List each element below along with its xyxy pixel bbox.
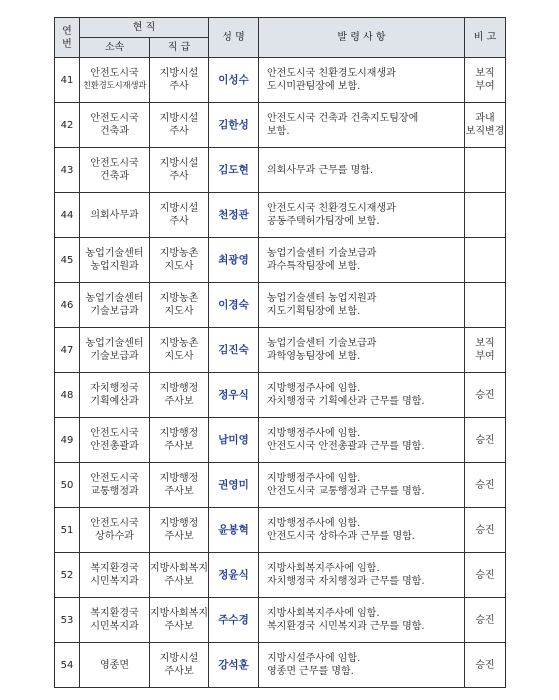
dept-cell-line: 시민복지과 (90, 576, 139, 587)
dept-cell-line: 안전도시국 (90, 428, 139, 439)
header-no-line: 연 (62, 25, 72, 37)
dept-cell (80, 328, 150, 373)
order-cell (259, 418, 465, 463)
note-cell (465, 598, 506, 643)
dept-cell (80, 238, 150, 283)
name-cell: 권영미 (209, 463, 259, 508)
dept-cell (80, 103, 150, 148)
dept-cell-line: 자치행정국 (90, 383, 139, 394)
rank-cell (150, 148, 209, 193)
rank-cell-line: 지방시설 (159, 113, 199, 124)
order-cell-line: 자치행정국 기획예산과 근무를 명함. (267, 396, 425, 407)
note-cell-line: 승진 (475, 569, 495, 581)
appointment-table (54, 17, 506, 688)
order-cell-line: 농업기술센터 기술보급과 (267, 338, 377, 349)
dept-cell-line: 의회사무과 (90, 209, 139, 221)
table-header (55, 18, 506, 58)
table-row (55, 373, 506, 418)
row-number: 44 (55, 193, 80, 238)
note-cell-line: 승진 (475, 659, 495, 671)
row-number: 46 (55, 283, 80, 328)
header-note: 비 고 (465, 18, 506, 58)
dept-cell-line: 교통행정과 (90, 486, 139, 497)
order-cell (259, 373, 465, 418)
row-number: 45 (55, 238, 80, 283)
row-number: 51 (55, 508, 80, 553)
rank-cell-line: 지방행정 (159, 473, 199, 484)
row-number: 47 (55, 328, 80, 373)
row-number: 43 (55, 148, 80, 193)
name-cell: 정윤식 (209, 553, 259, 598)
rank-cell-line: 지도사 (164, 306, 194, 317)
rank-cell-line: 지방농촌 (159, 248, 199, 259)
order-cell-line: 자치행정국 자치행정과 근무를 명함. (267, 576, 425, 587)
order-cell-line: 과수특작팀장에 보함. (267, 261, 361, 272)
order-cell (259, 643, 465, 688)
note-cell (465, 508, 506, 553)
note-cell (465, 418, 506, 463)
dept-cell-line: 복지환경국 (90, 563, 139, 574)
note-cell-line: 승진 (475, 524, 495, 536)
rank-cell (150, 103, 209, 148)
dept-cell-line: 기술보급과 (90, 306, 139, 317)
table-row (55, 643, 506, 688)
header-dept: 소속 (80, 38, 150, 58)
order-cell-line: 지방시설주사에 임함. (267, 653, 361, 664)
note-cell-line: 승진 (475, 614, 495, 626)
dept-cell-line: 기획예산과 (90, 396, 139, 407)
rank-cell (150, 553, 209, 598)
note-cell (465, 643, 506, 688)
note-cell (465, 463, 506, 508)
order-cell-line: 지방사회복지주사에 임함. (267, 608, 380, 619)
rank-cell-line: 주사 (169, 126, 189, 137)
note-cell-line: 부여 (475, 351, 495, 362)
rank-cell-line: 지방시설 (159, 653, 199, 664)
header-name: 성 명 (209, 18, 259, 58)
rank-cell (150, 373, 209, 418)
dept-cell-line: 안전도시국 (90, 473, 139, 484)
order-cell (259, 283, 465, 328)
note-cell-line: 승진 (475, 389, 495, 401)
row-number: 52 (55, 553, 80, 598)
name-cell: 이성수 (209, 58, 259, 103)
order-cell-line: 안전도시국 건축과 건축지도팀장에 (267, 113, 419, 124)
name-cell: 강석훈 (209, 643, 259, 688)
order-cell (259, 148, 465, 193)
dept-cell-line: 복지환경국 (90, 608, 139, 619)
dept-cell-line: 영종면 (100, 659, 129, 671)
dept-cell-line: 상하수과 (95, 531, 134, 542)
order-cell-line: 지도기획팀장에 보함. (267, 306, 361, 317)
dept-cell-line: 시민복지과 (90, 621, 139, 632)
dept-cell (80, 508, 150, 553)
row-number: 49 (55, 418, 80, 463)
order-cell-line: 지방행정주사에 임함. (267, 473, 361, 484)
order-cell (259, 193, 465, 238)
row-number: 42 (55, 103, 80, 148)
dept-cell (80, 58, 150, 103)
name-cell: 천정관 (209, 193, 259, 238)
table-row (55, 508, 506, 553)
dept-cell (80, 418, 150, 463)
order-cell-line: 안전도시국 상하수과 근무를 명함. (267, 531, 415, 542)
table-row (55, 598, 506, 643)
order-cell-line: 과학영농팀장에 보함. (267, 351, 361, 362)
order-cell (259, 463, 465, 508)
rank-cell-line: 지방시설 (159, 203, 199, 214)
name-cell: 이경숙 (209, 283, 259, 328)
order-cell-line: 공동주택허가팀장에 보함. (267, 216, 380, 227)
header-order: 발 령 사 항 (259, 18, 465, 58)
table-row (55, 238, 506, 283)
rank-cell-line: 주사보 (164, 531, 194, 542)
row-number: 50 (55, 463, 80, 508)
table-row (55, 463, 506, 508)
rank-cell-line: 지방시설 (159, 68, 199, 79)
dept-cell (80, 373, 150, 418)
dept-cell-line: 건축과 (100, 171, 129, 182)
table-row (55, 103, 506, 148)
dept-cell-line: 안전총괄과 (90, 441, 139, 452)
rank-cell-line: 지방사회복지 (150, 563, 208, 574)
dept-cell (80, 463, 150, 508)
rank-cell-line: 주사보 (164, 396, 194, 407)
order-cell (259, 553, 465, 598)
rank-cell-line: 지방행정 (159, 518, 199, 529)
note-cell (465, 58, 506, 103)
order-cell-line: 보함. (267, 126, 290, 137)
order-cell-line: 영종면 근무를 명함. (267, 666, 354, 677)
order-cell-line: 안전도시국 교통행정과 근무를 명함. (267, 486, 425, 497)
dept-cell-line: 농업지원과 (90, 261, 139, 272)
dept-cell-line: 건축과 (100, 126, 129, 137)
note-cell-line: 보직 (475, 68, 495, 79)
order-cell-line: 농업기술센터 농업지원과 (267, 293, 377, 304)
order-cell-line: 의회사무과 근무를 명함. (267, 164, 374, 176)
order-cell (259, 508, 465, 553)
dept-cell-line: 기술보급과 (90, 351, 139, 362)
name-cell: 남미영 (209, 418, 259, 463)
dept-cell-line: 농업기술센터 (85, 293, 144, 304)
order-cell-line: 도시미관팀장에 보함. (267, 81, 361, 92)
rank-cell (150, 283, 209, 328)
name-cell: 최광영 (209, 238, 259, 283)
note-cell-line: 보직변경 (465, 126, 505, 137)
rank-cell (150, 58, 209, 103)
rank-cell-line: 주사보 (164, 486, 194, 497)
order-cell-line: 지방행정주사에 임함. (267, 383, 361, 394)
rank-cell (150, 193, 209, 238)
dept-cell-line: 농업기술센터 (85, 338, 144, 349)
rank-cell (150, 463, 209, 508)
row-number: 53 (55, 598, 80, 643)
order-cell (259, 598, 465, 643)
dept-cell-line: 친환경도시재생과 (82, 81, 147, 91)
dept-cell (80, 193, 150, 238)
appointment-document (54, 17, 505, 681)
order-cell (259, 328, 465, 373)
rank-cell (150, 418, 209, 463)
rank-cell-line: 지방행정 (159, 383, 199, 394)
table-row (55, 328, 506, 373)
rank-cell-line: 주사보 (164, 621, 194, 632)
rank-cell (150, 238, 209, 283)
name-cell: 김도현 (209, 148, 259, 193)
header-rank: 직 급 (150, 38, 209, 58)
note-cell (465, 193, 506, 238)
row-number: 48 (55, 373, 80, 418)
note-cell-line: 과내 (475, 113, 495, 124)
dept-cell (80, 148, 150, 193)
order-cell (259, 103, 465, 148)
order-cell-line: 복지환경국 시민복지과 근무를 명함. (267, 621, 425, 632)
note-cell (465, 148, 506, 193)
order-cell-line: 안전도시국 친환경도시재생과 (267, 68, 396, 79)
dept-cell (80, 598, 150, 643)
note-cell (465, 553, 506, 598)
dept-cell-line: 안전도시국 (90, 113, 139, 124)
dept-cell (80, 283, 150, 328)
name-cell: 김한성 (209, 103, 259, 148)
table-row (55, 418, 506, 463)
order-cell-line: 안전도시국 친환경도시재생과 (267, 203, 396, 214)
order-cell-line: 안전도시국 안전총괄과 근무를 명함. (267, 441, 425, 452)
table-row (55, 148, 506, 193)
rank-cell-line: 주사 (169, 81, 189, 92)
rank-cell (150, 643, 209, 688)
note-cell (465, 328, 506, 373)
dept-cell-line: 안전도시국 (90, 68, 139, 79)
header-current: 현 직 (80, 18, 209, 38)
rank-cell-line: 지방농촌 (159, 338, 199, 349)
dept-cell-line: 안전도시국 (90, 158, 139, 169)
note-cell (465, 103, 506, 148)
note-cell-line: 승진 (475, 434, 495, 446)
note-cell (465, 283, 506, 328)
rank-cell (150, 508, 209, 553)
row-number: 41 (55, 58, 80, 103)
name-cell: 김진숙 (209, 328, 259, 373)
rank-cell-line: 주사보 (164, 576, 194, 587)
name-cell: 윤봉혁 (209, 508, 259, 553)
rank-cell-line: 지방시설 (159, 158, 199, 169)
table-row (55, 283, 506, 328)
header-no-line: 번 (62, 38, 72, 50)
rank-cell-line: 지도사 (164, 351, 194, 362)
order-cell-line: 지방행정주사에 임함. (267, 518, 361, 529)
rank-cell-line: 지도사 (164, 261, 194, 272)
rank-cell-line: 주사 (169, 216, 189, 227)
dept-cell (80, 553, 150, 598)
row-number: 54 (55, 643, 80, 688)
note-cell (465, 373, 506, 418)
rank-cell (150, 598, 209, 643)
dept-cell (80, 643, 150, 688)
rank-cell-line: 지방행정 (159, 428, 199, 439)
name-cell: 정우식 (209, 373, 259, 418)
rank-cell-line: 지방농촌 (159, 293, 199, 304)
order-cell-line: 농업기술센터 기술보급과 (267, 248, 377, 259)
rank-cell (150, 328, 209, 373)
note-cell-line: 보직 (475, 338, 495, 349)
dept-cell-line: 안전도시국 (90, 518, 139, 529)
order-cell-line: 지방행정주사에 임함. (267, 428, 361, 439)
note-cell-line: 부여 (475, 81, 495, 92)
rank-cell-line: 주사보 (164, 666, 194, 677)
rank-cell-line: 지방사회복지 (150, 608, 208, 619)
order-cell (259, 238, 465, 283)
table-body (55, 58, 506, 688)
rank-cell-line: 주사 (169, 171, 189, 182)
table-row (55, 58, 506, 103)
table-row (55, 193, 506, 238)
rank-cell-line: 주사보 (164, 441, 194, 452)
note-cell (465, 238, 506, 283)
name-cell: 주수경 (209, 598, 259, 643)
order-cell-line: 지방사회복지주사에 임함. (267, 563, 380, 574)
table-row (55, 553, 506, 598)
dept-cell-line: 농업기술센터 (85, 248, 144, 259)
order-cell (259, 58, 465, 103)
note-cell-line: 승진 (475, 479, 495, 491)
header-no (55, 18, 80, 58)
